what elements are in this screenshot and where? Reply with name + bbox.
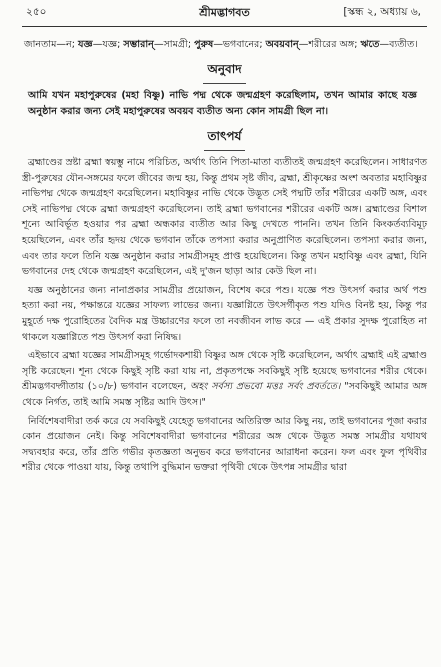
running-header: [22, 0, 427, 27]
gloss-word: ঋতে: [360, 39, 380, 50]
purport-paragraph: নির্বিশেষবাদীরা তর্ক করে যে সবকিছুই যেহেতু ভগবানের অতিরিক্ত আর কিছু নয়, তাই ভগবানের পূজা করার কোন প্রয়োজন নেই। কিন্তু সবিশেষবাদীরা ভগবানের শরীরের অঙ্গ থেকে উদ্ভূত সমস্ত সামগ্রীর যথাযথ সদ্ব্যবহার করে, তাঁর প্রতি গভীর কৃতজ্ঞতা অনুভব করে ভগবানের আরাধনা করেন। ফল এবং ফুল পৃথিবীর শরীর থেকে পাওয়া যায়, কিন্তু তথাপি বুদ্ধিমান ভক্তরা পৃথিবী থেকে উৎপন্ন সামগ্রীর দ্বারা: [22, 415, 427, 474]
gloss-entry: সম্ভারান্—সামগ্রী;: [123, 39, 195, 50]
translation-text: আমি যখন মহাপুরুষের (মহা বিষ্ণু) নাভি পদ্ম থেকে জন্মগ্রহণ করেছিলাম, তখন আমার কাছে যজ্ঞ অনুষ্ঠান করার জন্য সেই মহাপুরুষের অবয়ব ব্যতীত অন্য কোন সামগ্রী ছিল না।: [28, 90, 417, 117]
gloss-entry: জানতাম—ন;: [24, 39, 79, 50]
gloss-word: সম্ভারান্: [123, 39, 154, 50]
word-gloss: [24, 37, 427, 53]
purport-heading: [22, 128, 427, 151]
gloss-entry: ঋতে—ব্যতীত।: [360, 39, 418, 50]
gloss-word: জানতাম: [24, 39, 57, 50]
gloss-meaning: শরীরের অঙ্গ: [308, 39, 355, 50]
gloss-word: যজ্ঞ: [78, 39, 93, 50]
translation-heading: [22, 61, 427, 84]
gloss-meaning: ন: [66, 39, 72, 50]
book-title: শ্রীমদ্ভাগবত: [199, 6, 250, 19]
purport-paragraph: [22, 348, 427, 410]
gloss-meaning: যজ্ঞ: [102, 39, 118, 50]
gloss-entry: পুরুষ—ভগবানের;: [194, 39, 266, 50]
chapter-reference: [স্কন্ধ ২, অধ্যায় ৬,: [343, 6, 421, 18]
gloss-word: অবয়বান্: [265, 39, 299, 50]
gloss-word: পুরুষ: [194, 39, 214, 50]
gloss-meaning: ভগবানের: [222, 39, 260, 50]
purport-paragraph: ব্রহ্মাণ্ডের স্রষ্টা ব্রহ্মা স্বয়ম্ভু নামে পরিচিত, অর্থাৎ তিনি পিতা-মাতা ব্যতীতই জন্মগ্রহণ করেছিলেন। সাধারণত স্ত্রী-পুরুষের যৌন-সঙ্গমের ফলে জীবের জন্ম হয়, কিন্তু প্রথম সৃষ্ট জীব, ব্রহ্মা, শ্রীকৃষ্ণের অংশ অবতার মহাবিষ্ণুর নাভিপদ্ম থেকে জন্মগ্রহণ করেছিলেন। মহাবিষ্ণুর নাভি থেকে উদ্ভূত সেই পদ্মটি তাঁর শরীরের একটি অঙ্গ, এবং সেই নাভিপদ্ম থেকে ব্রহ্মা জন্মগ্রহণ করেছিলেন। তাই ব্রহ্মা ভগবানের শরীরের একটি অঙ্গ। ব্রহ্মাণ্ডের বিশাল শূন্যে আবির্ভূত হওয়ার পর ব্রহ্মা অন্ধকার ব্যতীত আর কিছু দেখতে পাননি। তখন তিনি কিংকর্তব্যবিমূঢ় হয়েছিলেন, এবং তাঁর হৃদয় থেকে ভগবান তাঁকে তপস্যা করার অনুপ্রাণিত করেছিলেন। তপস্যা করার জন্য, এবং তার ফলে তিনি যজ্ঞ অনুষ্ঠান করার সামগ্রীসমূহ প্রাপ্ত হয়েছিলেন। কিন্তু তখন মহাবিষ্ণু এবং ব্রহ্মা, যিনি ভগবানের দেহ থেকে জন্মগ্রহণ করেছিলেন, এই দু'জন ছাড়া আর কেউ ছিল না।: [22, 157, 427, 278]
sanskrit-quote: অহং সর্বস্য প্রভবো মত্তঃ সর্বং প্রবর্ততে।: [190, 381, 341, 393]
gloss-entry: যজ্ঞ—যজ্ঞ;: [78, 39, 124, 50]
purport-body: [22, 155, 427, 476]
purport-text: "সবকিছুই আমার অঙ্গ থেকে নির্গত, তাই আমি সমস্ত সৃষ্টির আদি উৎস।": [22, 381, 427, 408]
gloss-meaning: ব্যতীত।: [389, 39, 418, 50]
gloss-entry: অবয়বান্—শরীরের অঙ্গ;: [265, 39, 361, 50]
purport-paragraph: যজ্ঞ অনুষ্ঠানের জন্য নানাপ্রকার সামগ্রীর প্রয়োজন, বিশেষ করে পশু। যজ্ঞে পশু উৎসর্গ করার অর্থ পশু হত্যা করা নয়, পক্ষান্তরে যজ্ঞের সাফল্য লাভের জন্য। যজ্ঞাগ্নিতে উৎসর্গীকৃত পশু যদিও বিনষ্ট হয়, কিন্তু পর মুহূর্তে দক্ষ পুরোহিতের বৈদিক মন্ত্র উচ্চারণের ফলে তা নবজীবন লাভ করে — এই প্রকার সুদক্ষ পুরোহিত না থাকলে যজ্ঞাগ্নিতে পশু উৎসর্গ করা নিষিদ্ধ।: [22, 284, 427, 343]
purport-text: এইভাবে ব্রহ্মা যজ্ঞের সামগ্রীসমূহ গর্ভোদকশায়ী বিষ্ণুর অঙ্গ থেকে সৃষ্টি করেছিলেন, অর্থাৎ ব্রহ্মাই এই ব্রহ্মাণ্ড সৃষ্টি করেছেন। শূন্য থেকে কিছুই সৃষ্টি করা যায় না, প্রকৃতপক্ষে সবকিছুই সৃষ্টি হয়েছে ভগবানের শরীর থেকে। শ্রীমদ্ভগবদ্গীতায় (১০/৮) ভগবান বলেছেন,: [22, 350, 427, 393]
page-number: ২৫০: [26, 6, 47, 18]
gloss-meaning: সামগ্রী: [163, 39, 188, 50]
purport-heading-text: তাৎপর্য: [204, 128, 246, 151]
translation-heading-text: অনুবাদ: [203, 61, 245, 84]
